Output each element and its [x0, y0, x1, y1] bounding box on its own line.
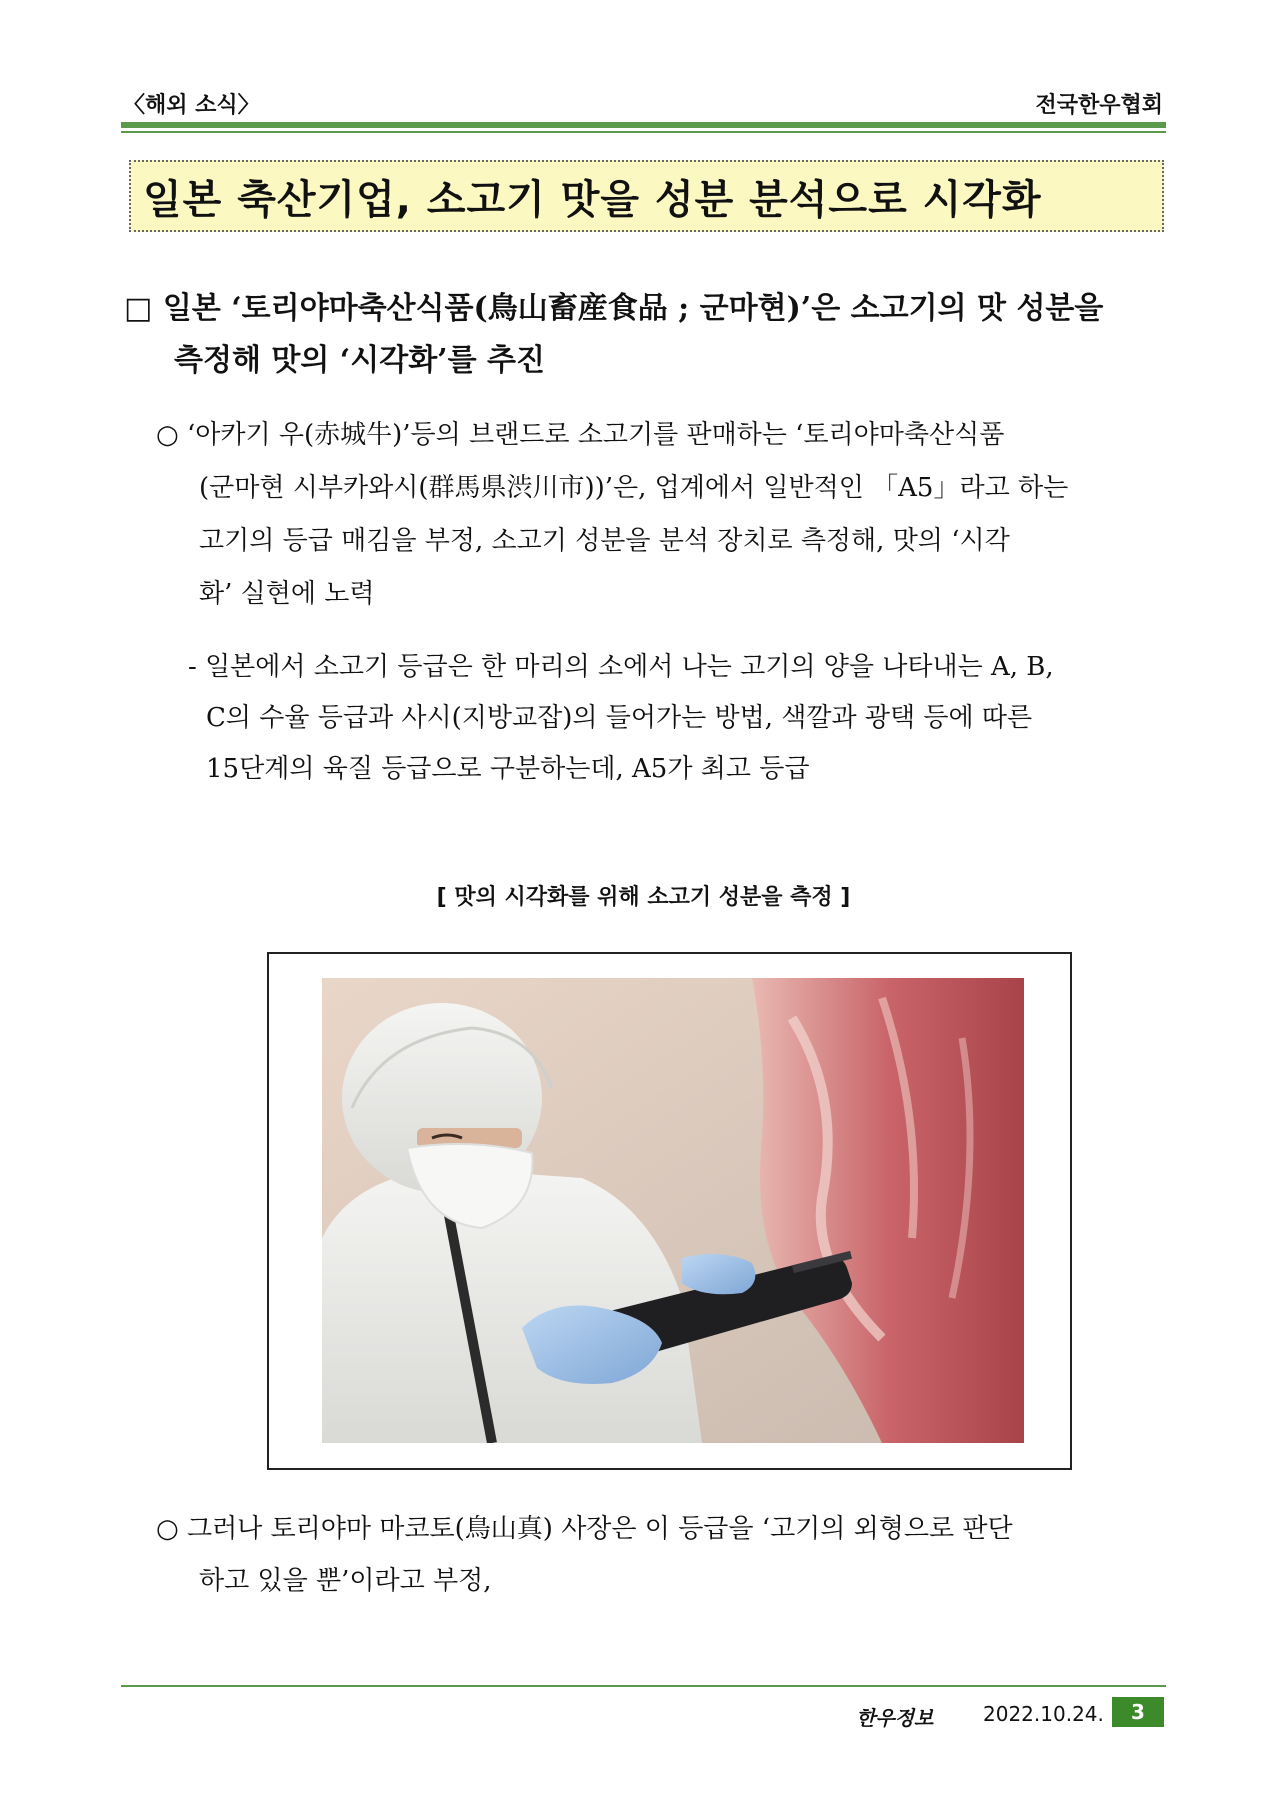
sub-point-line-3: 15단계의 육질 등급으로 구분하는데, A5가 최고 등급 [206, 754, 810, 784]
paragraph-1-line-4: 화’ 실현에 노력 [199, 579, 375, 609]
section-label: 〈해외 소식〉 [123, 93, 260, 118]
page-title: 일본 축산기업, 소고기 맛을 성분 분석으로 시각화 [143, 176, 1042, 223]
main-point-line-1: □ 일본 ‘토리야마축산식품(鳥山畜産食品 ; 군마현)’은 소고기의 맛 성분을 [124, 291, 1104, 326]
footer-rule [121, 1685, 1166, 1687]
sub-point-line-1: - 일본에서 소고기 등급은 한 마리의 소에서 나는 고기의 양을 나타내는 A, B, [188, 652, 1054, 682]
footer-publication: 한우정보 [856, 1706, 934, 1730]
sub-point-line-2: C의 수율 등급과 사시(지방교잡)의 들어가는 방법, 색깔과 광택 등에 따른 [206, 703, 1033, 733]
paragraph-1-line-2: (군마현 시부카와시(群馬県渋川市))’은, 업계에서 일반적인 「A5」라고 하는 [199, 473, 1069, 503]
page-number: 3 [1112, 1697, 1164, 1727]
header-rule-thin [121, 131, 1166, 133]
figure-photo [322, 978, 1024, 1443]
header-rule-thick [121, 122, 1166, 128]
title-box [129, 160, 1164, 232]
paragraph-1-line-3: 고기의 등급 매김을 부정, 소고기 성분을 분석 장치로 측정해, 맛의 ‘시각 [199, 526, 1010, 556]
paragraph-1-line-1: ○ ‘아카기 우(赤城牛)’등의 브랜드로 소고기를 판매하는 ‘토리야마축산식품 [156, 420, 1005, 450]
paragraph-2-line-2: 하고 있을 뿐’이라고 부정, [199, 1566, 492, 1596]
dash-bullet: - [188, 652, 197, 682]
square-bullet-icon: □ [124, 291, 153, 326]
circle-bullet-icon: ○ [156, 1514, 179, 1544]
figure-caption: [ 맛의 시각화를 위해 소고기 성분을 측정 ] [436, 885, 851, 910]
paragraph-2-line-1: ○ 그러나 토리야마 마코토(鳥山真) 사장은 이 등급을 ‘고기의 외형으로 판단 [156, 1514, 1013, 1544]
organization-name: 전국한우협회 [1035, 93, 1163, 118]
circle-bullet-icon: ○ [156, 420, 179, 450]
footer-date: 2022.10.24. [983, 1702, 1104, 1726]
main-point-line-2: 측정해 맛의 ‘시각화’를 추진 [174, 343, 546, 378]
